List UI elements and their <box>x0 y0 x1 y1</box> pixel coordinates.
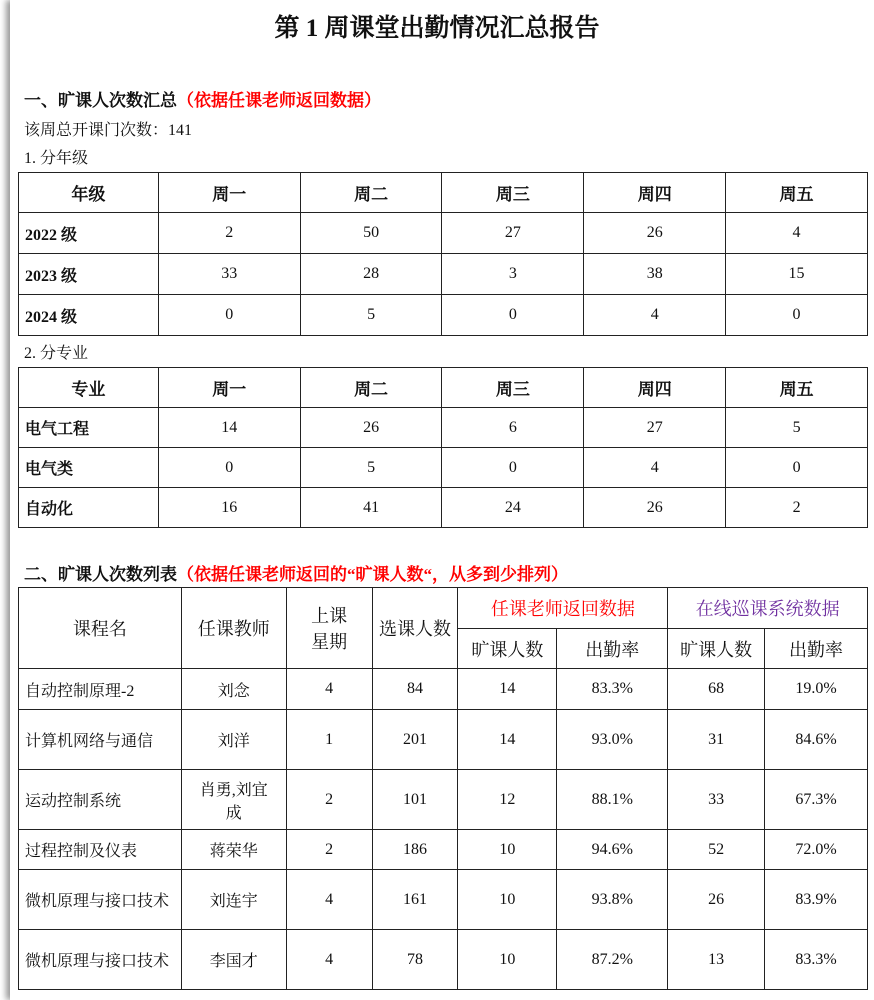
section1-heading: 一、旷课人次数汇总（依据任课老师返回数据） <box>24 91 381 110</box>
value-cell: 4 <box>726 213 868 254</box>
page-title: 第 1 周课堂出勤情况汇总报告 <box>274 15 600 42</box>
header-cell: 周四 <box>584 368 726 408</box>
table-row <box>19 669 868 710</box>
teacher-rate: 83.3% <box>557 669 668 710</box>
table-row <box>19 770 868 830</box>
course-name: 微机原理与接口技术 <box>19 870 182 930</box>
by-grade-label: 1. 分年级 <box>24 150 89 167</box>
header-rate: 出勤率 <box>557 629 668 669</box>
weekday: 2 <box>286 830 372 870</box>
table-row <box>19 488 868 528</box>
absence-table <box>18 587 868 990</box>
header-absent: 旷课人数 <box>458 629 557 669</box>
header-rate: 出勤率 <box>765 629 868 669</box>
value-cell: 24 <box>442 488 584 528</box>
teacher-absent: 14 <box>458 710 557 770</box>
teacher-rate: 93.0% <box>557 710 668 770</box>
value-cell: 0 <box>158 295 300 336</box>
value-cell: 3 <box>442 254 584 295</box>
weekday: 2 <box>286 770 372 830</box>
table-row <box>19 295 868 336</box>
teacher: 蒋荣华 <box>181 830 286 870</box>
section2-heading: 二、旷课人次数列表（依据任课老师返回的“旷课人数“，从多到少排列） <box>24 565 568 584</box>
header-cell: 周五 <box>726 173 868 213</box>
system-absent: 68 <box>668 669 765 710</box>
value-cell: 0 <box>726 295 868 336</box>
header-absent: 旷课人数 <box>668 629 765 669</box>
header-cell: 周四 <box>584 173 726 213</box>
value-cell: 5 <box>300 448 442 488</box>
teacher: 刘洋 <box>181 710 286 770</box>
teacher-absent: 10 <box>458 830 557 870</box>
total-courses: 该周总开课门次数：141 <box>24 122 193 139</box>
enrolled: 101 <box>372 770 458 830</box>
system-absent: 26 <box>668 870 765 930</box>
grade-table <box>18 172 868 336</box>
enrolled: 78 <box>372 930 458 990</box>
course-name: 运动控制系统 <box>19 770 182 830</box>
value-cell: 2 <box>726 488 868 528</box>
teacher: 刘连宇 <box>181 870 286 930</box>
teacher: 刘念 <box>181 669 286 710</box>
teacher-absent: 14 <box>458 669 557 710</box>
course-name: 计算机网络与通信 <box>19 710 182 770</box>
enrolled: 186 <box>372 830 458 870</box>
value-cell: 50 <box>300 213 442 254</box>
header-weekday: 上课星期 <box>286 588 372 669</box>
value-cell: 27 <box>584 408 726 448</box>
system-rate: 72.0% <box>765 830 868 870</box>
course-name: 微机原理与接口技术 <box>19 930 182 990</box>
value-cell: 4 <box>584 448 726 488</box>
major-table <box>18 367 868 528</box>
by-major-label: 2. 分专业 <box>24 345 89 362</box>
value-cell: 15 <box>726 254 868 295</box>
enrolled: 161 <box>372 870 458 930</box>
value-cell: 26 <box>300 408 442 448</box>
table-row <box>19 254 868 295</box>
weekday: 4 <box>286 930 372 990</box>
value-cell: 26 <box>584 213 726 254</box>
value-cell: 26 <box>584 488 726 528</box>
value-cell: 33 <box>158 254 300 295</box>
table-row <box>19 448 868 488</box>
header-cell: 周三 <box>442 368 584 408</box>
value-cell: 28 <box>300 254 442 295</box>
course-name: 过程控制及仪表 <box>19 830 182 870</box>
weekday: 1 <box>286 710 372 770</box>
teacher-rate: 88.1% <box>557 770 668 830</box>
header-teacher: 任课教师 <box>181 588 286 669</box>
row-label: 自动化 <box>19 488 159 528</box>
enrolled: 84 <box>372 669 458 710</box>
value-cell: 16 <box>158 488 300 528</box>
value-cell: 27 <box>442 213 584 254</box>
value-cell: 5 <box>300 295 442 336</box>
system-rate: 83.3% <box>765 930 868 990</box>
value-cell: 2 <box>158 213 300 254</box>
value-cell: 5 <box>726 408 868 448</box>
header-cell: 周一 <box>158 173 300 213</box>
value-cell: 0 <box>442 295 584 336</box>
header-system-data: 在线巡课系统数据 <box>668 588 868 629</box>
value-cell: 4 <box>584 295 726 336</box>
system-rate: 67.3% <box>765 770 868 830</box>
row-label: 2022 级 <box>19 213 159 254</box>
teacher-rate: 87.2% <box>557 930 668 990</box>
header-course: 课程名 <box>19 588 182 669</box>
teacher-rate: 93.8% <box>557 870 668 930</box>
table-row <box>19 408 868 448</box>
header-cell: 年级 <box>19 173 159 213</box>
weekday: 4 <box>286 669 372 710</box>
value-cell: 0 <box>726 448 868 488</box>
header-cell: 周二 <box>300 368 442 408</box>
header-cell: 周二 <box>300 173 442 213</box>
table-row <box>19 870 868 930</box>
table-row <box>19 830 868 870</box>
system-absent: 33 <box>668 770 765 830</box>
header-cell: 周三 <box>442 173 584 213</box>
weekday: 4 <box>286 870 372 930</box>
system-rate: 19.0% <box>765 669 868 710</box>
teacher-absent: 10 <box>458 870 557 930</box>
table-row <box>19 213 868 254</box>
row-label: 2024 级 <box>19 295 159 336</box>
system-rate: 84.6% <box>765 710 868 770</box>
table-row <box>19 930 868 990</box>
value-cell: 0 <box>158 448 300 488</box>
value-cell: 41 <box>300 488 442 528</box>
system-absent: 13 <box>668 930 765 990</box>
value-cell: 0 <box>442 448 584 488</box>
course-name: 自动控制原理-2 <box>19 669 182 710</box>
system-rate: 83.9% <box>765 870 868 930</box>
header-cell: 专业 <box>19 368 159 408</box>
teacher: 肖勇,刘宜成 <box>181 770 286 830</box>
teacher-absent: 12 <box>458 770 557 830</box>
row-label: 2023 级 <box>19 254 159 295</box>
table-row <box>19 710 868 770</box>
enrolled: 201 <box>372 710 458 770</box>
row-label: 电气类 <box>19 448 159 488</box>
header-teacher-data: 任课老师返回数据 <box>458 588 668 629</box>
teacher-rate: 94.6% <box>557 830 668 870</box>
teacher-absent: 10 <box>458 930 557 990</box>
system-absent: 31 <box>668 710 765 770</box>
teacher: 李国才 <box>181 930 286 990</box>
value-cell: 6 <box>442 408 584 448</box>
value-cell: 38 <box>584 254 726 295</box>
header-cell: 周一 <box>158 368 300 408</box>
system-absent: 52 <box>668 830 765 870</box>
row-label: 电气工程 <box>19 408 159 448</box>
value-cell: 14 <box>158 408 300 448</box>
header-enrolled: 选课人数 <box>372 588 458 669</box>
header-cell: 周五 <box>726 368 868 408</box>
